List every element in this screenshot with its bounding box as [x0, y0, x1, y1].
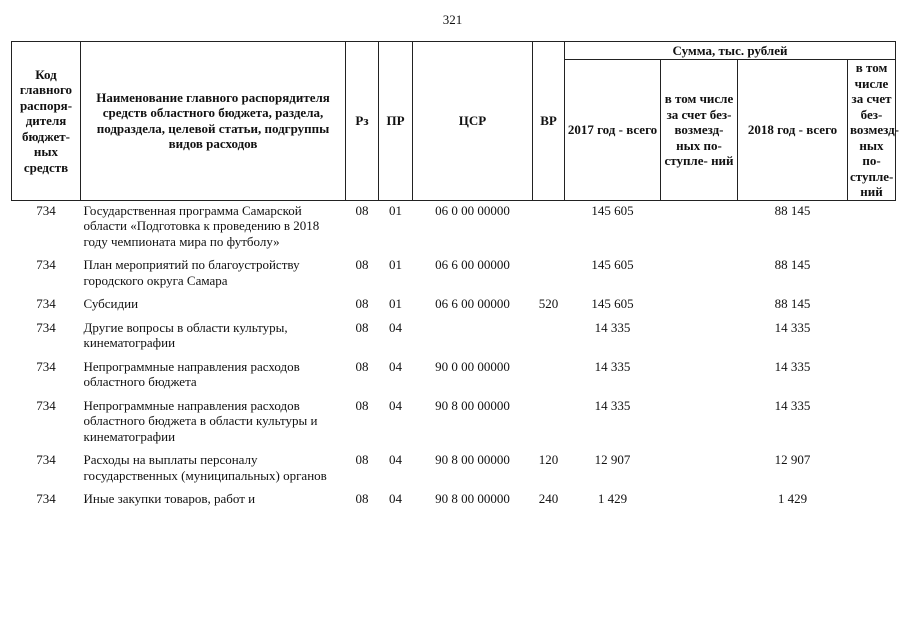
cell-pr: 01 — [389, 257, 402, 272]
cell-sum-2017: 1 429 — [597, 491, 628, 506]
cell-csr: 90 8 00 00000 — [435, 397, 510, 413]
cell-sum-2018-free — [848, 200, 896, 257]
cell-vr: 240 — [538, 491, 559, 506]
cell-csr — [413, 320, 533, 359]
table-row — [12, 452, 896, 491]
header-2017-total: 2017 год - всего — [565, 60, 661, 201]
table-body — [12, 200, 896, 515]
page-number: 321 — [442, 12, 463, 27]
cell-vr — [533, 398, 565, 453]
budget-table — [11, 41, 899, 515]
cell-sum-2018: 12 907 — [774, 452, 811, 467]
header-sum: Сумма, тыс. рублей — [565, 42, 896, 60]
header-vr: ВР — [533, 42, 565, 201]
cell-rz: 08 — [355, 202, 369, 218]
cell-code: 734 — [36, 202, 56, 218]
header-2018-total: 2018 год - всего — [738, 60, 848, 201]
cell-sum-2017: 145 605 — [591, 257, 634, 272]
cell-sum-2018: 88 145 — [774, 202, 811, 218]
table-row — [12, 320, 896, 359]
cell-rz: 08 — [355, 358, 369, 374]
cell-pr: 01 — [389, 202, 402, 218]
cell-csr: 06 6 00 00000 — [435, 296, 510, 311]
cell-sum-2018: 14 335 — [774, 397, 811, 413]
cell-rz: 08 — [355, 296, 369, 311]
cell-code: 734 — [36, 257, 56, 272]
cell-sum-2017-free — [661, 320, 738, 359]
cell-sum-2018-free — [848, 452, 896, 491]
header-name: Наименование главного распорядителя средств областного бюджета, раздела, подраздела, целевой статьи, подгруппы видов расходов — [81, 42, 346, 201]
cell-sum-2017-free — [661, 359, 738, 398]
cell-sum-2018: 88 145 — [774, 257, 811, 272]
cell-rz: 08 — [355, 491, 369, 506]
cell-sum-2017: 14 335 — [594, 319, 631, 335]
cell-name: Непрограммные направления расходов областного бюджета в области культуры и кинематографии — [83, 397, 318, 444]
cell-csr: 06 6 00 00000 — [435, 257, 510, 272]
cell-sum-2018-free — [848, 398, 896, 453]
header-rz: Рз — [346, 42, 379, 201]
header-code: Код главного распоря- дителя бюджет- ных средств — [12, 42, 81, 201]
cell-sum-2017-free — [661, 257, 738, 296]
cell-rz: 08 — [355, 452, 369, 467]
cell-sum-2017-free — [661, 398, 738, 453]
cell-csr: 90 0 00 00000 — [435, 358, 510, 374]
cell-sum-2017-free — [661, 200, 738, 257]
cell-vr: 120 — [538, 452, 559, 467]
cell-name: Иные закупки товаров, работ и — [83, 491, 256, 506]
cell-code: 734 — [36, 452, 56, 467]
cell-vr — [533, 257, 565, 296]
cell-pr: 04 — [389, 491, 402, 506]
cell-csr: 90 8 00 00000 — [435, 491, 510, 506]
cell-vr — [533, 200, 565, 257]
cell-code: 734 — [36, 358, 56, 374]
cell-sum-2017-free — [661, 296, 738, 320]
cell-rz: 08 — [355, 257, 369, 272]
table-row — [12, 491, 896, 515]
header-2018-free: в том числе за счет без- возмезд- ных по- ступле- ний — [848, 60, 896, 201]
cell-sum-2017: 145 605 — [591, 202, 634, 218]
cell-sum-2018-free — [848, 257, 896, 296]
cell-rz: 08 — [355, 397, 369, 413]
cell-name: Государственная программа Самарской области «Подготовка к проведению в 2018 году чемпионата мира по футболу» — [83, 202, 320, 249]
cell-sum-2018: 1 429 — [777, 491, 808, 506]
cell-pr: 04 — [389, 358, 402, 374]
cell-sum-2017: 12 907 — [594, 452, 631, 467]
table-row — [12, 200, 896, 257]
cell-sum-2017-free — [661, 491, 738, 515]
table-row — [12, 257, 896, 296]
cell-rz: 08 — [355, 319, 369, 335]
cell-code: 734 — [36, 491, 56, 506]
cell-code: 734 — [36, 296, 56, 311]
cell-vr — [533, 359, 565, 398]
cell-name: Другие вопросы в области культуры, кинематографии — [83, 319, 288, 350]
table-row — [12, 296, 896, 320]
cell-sum-2018: 14 335 — [774, 319, 811, 335]
cell-pr: 04 — [389, 319, 402, 335]
cell-sum-2018: 88 145 — [774, 296, 811, 311]
cell-sum-2018-free — [848, 320, 896, 359]
header-pr: ПР — [379, 42, 413, 201]
cell-sum-2018: 14 335 — [774, 358, 811, 374]
cell-name: Расходы на выплаты персоналу государственных (муниципальных) органов — [83, 452, 327, 483]
cell-sum-2018-free — [848, 491, 896, 515]
cell-pr: 01 — [389, 296, 402, 311]
header-csr: ЦСР — [413, 42, 533, 201]
cell-name: Субсидии — [83, 296, 139, 311]
table-row — [12, 359, 896, 398]
cell-sum-2018-free — [848, 359, 896, 398]
table-row — [12, 398, 896, 453]
cell-vr — [533, 320, 565, 359]
cell-csr: 90 8 00 00000 — [435, 452, 510, 467]
header-2017-free: в том числе за счет без- возмезд- ных по- ступле- ний — [661, 60, 738, 201]
cell-sum-2017-free — [661, 452, 738, 491]
cell-vr: 520 — [538, 296, 559, 311]
cell-name: Непрограммные направления расходов областного бюджета — [83, 358, 300, 389]
cell-sum-2017: 14 335 — [594, 397, 631, 413]
cell-sum-2017: 14 335 — [594, 358, 631, 374]
cell-csr: 06 0 00 00000 — [435, 202, 510, 218]
cell-pr: 04 — [389, 397, 402, 413]
table-header — [12, 42, 899, 201]
cell-sum-2018-free — [848, 296, 896, 320]
cell-code: 734 — [36, 397, 56, 413]
cell-name: План мероприятий по благоустройству городского округа Самара — [83, 257, 300, 288]
cell-code: 734 — [36, 319, 56, 335]
cell-sum-2017: 145 605 — [591, 296, 634, 311]
cell-pr: 04 — [389, 452, 402, 467]
